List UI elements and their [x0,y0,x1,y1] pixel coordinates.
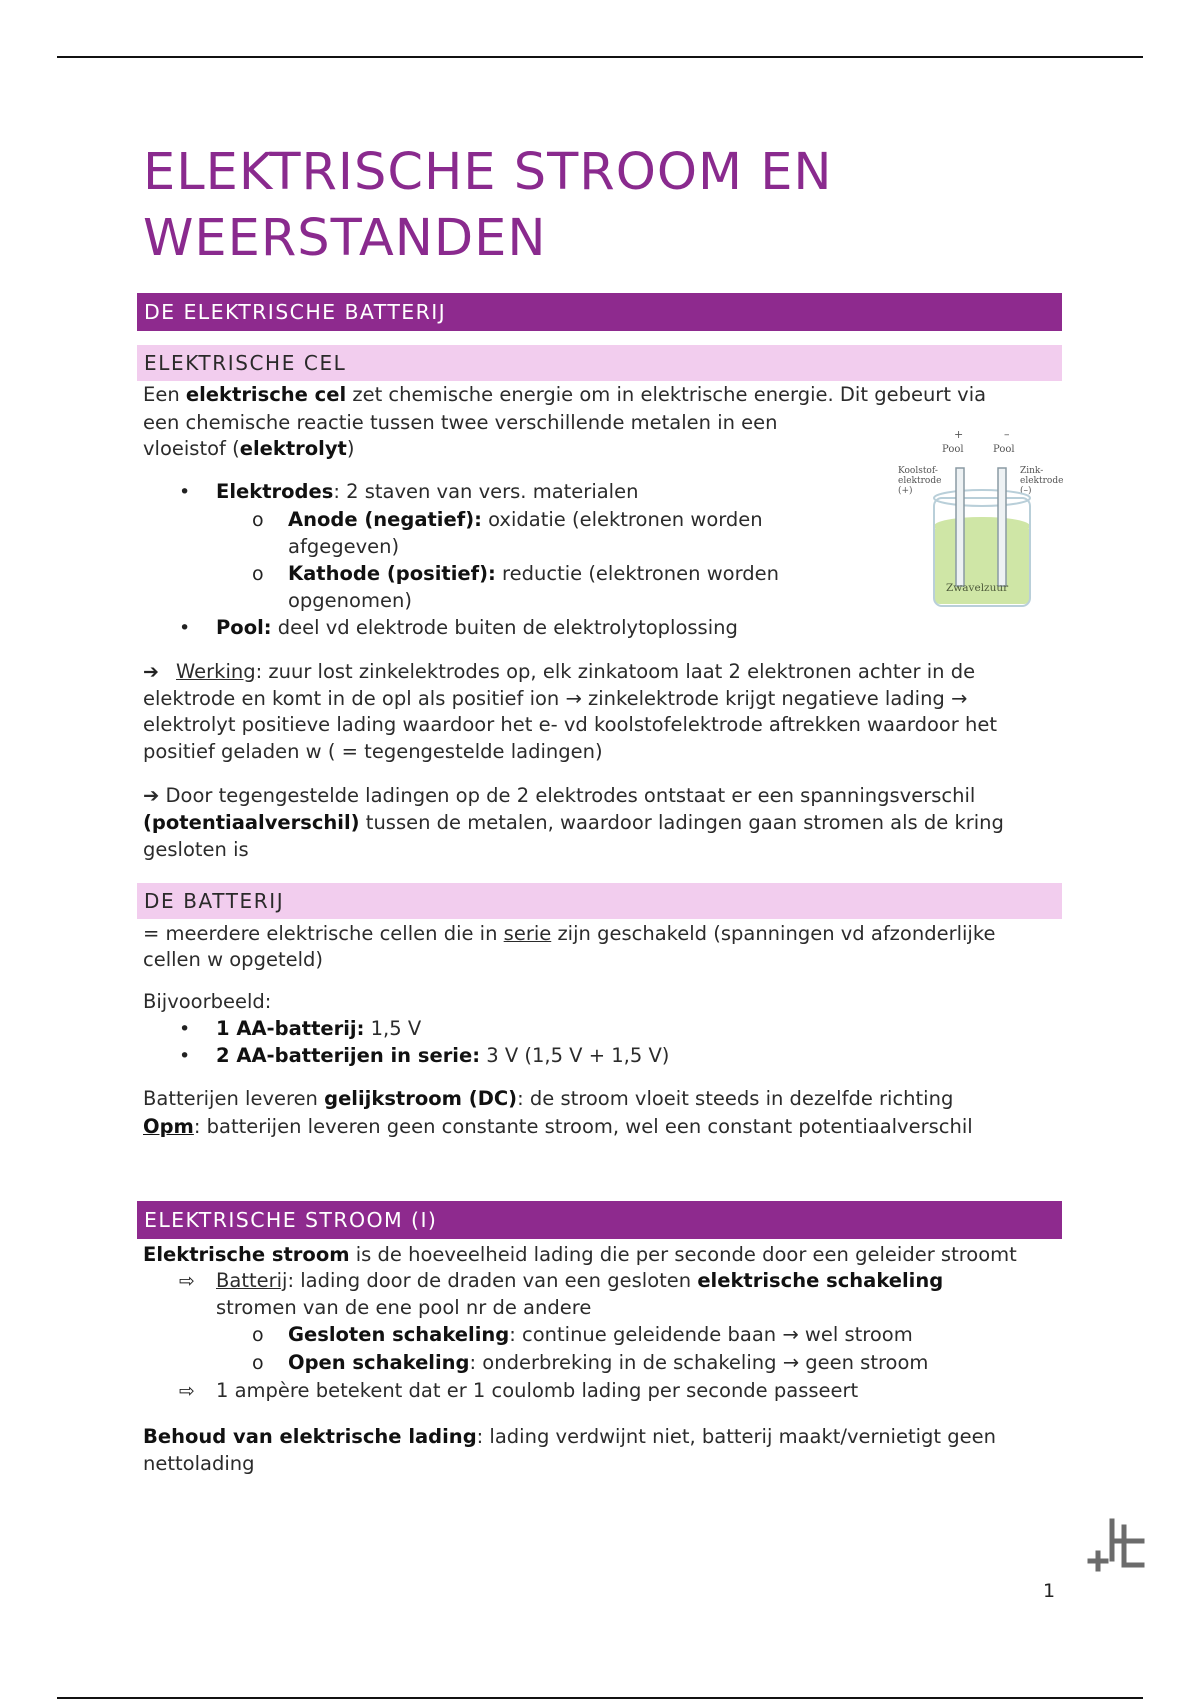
zink-label-1: Zink- [1020,466,1044,476]
title-line-1: ELEKTRISCHE STROOM EN [143,143,833,202]
page-number: 1 [1043,1580,1056,1602]
batterij-definition-line2: cellen w opgeteld) [143,948,323,971]
sub-bullet-marker: o [252,1324,264,1346]
list-item-ampere: 1 ampère betekent dat er 1 coulomb lading per seconde passeert [216,1379,859,1402]
list-item-aa2: 2 AA-batterijen in serie: 3 V (1,5 V + 1,5 V) [216,1044,670,1067]
batterij-definition-line1: = meerdere elektrische cellen die in serie zijn geschakeld (spanningen vd afzonderlijke [143,922,996,945]
list-item-aa1: 1 AA-batterij: 1,5 V [216,1017,422,1040]
electrochemical-cell-figure [890,428,1074,628]
list-item-kathode-cont: opgenomen) [288,589,412,612]
top-rule [57,56,1143,58]
electrolyte-surface [934,517,1030,535]
koolstof-label-1: Koolstof- [898,466,938,476]
cel-paragraph-line2: een chemische reactie tussen twee verschillende metalen in een [143,411,778,434]
minus-sign: – [1004,428,1010,441]
potentiaal-line2: (potentiaalverschil) tussen de metalen, waardoor ladingen gaan stromen als de kring [143,811,1004,834]
page-title [143,140,833,272]
sub-bullet-marker: o [252,563,264,585]
koolstof-label-2: elektrode [898,476,942,486]
arrow-bullet-marker: ⇨ [179,1380,195,1402]
potentiaal-line1: ➔ Door tegengestelde ladingen op de 2 elektrodes ontstaat er een spanningsverschil [143,784,976,807]
subsection-heading-cel: ELEKTRISCHE CEL [137,345,1062,381]
sub-bullet-marker: o [252,1352,264,1374]
behoud-line1: Behoud van elektrische lading: lading verdwijnt niet, batterij maakt/vernietigt geen [143,1425,996,1448]
title-line-2: WEERSTANDEN [143,209,547,268]
arrow-bullet-marker: ⇨ [179,1270,195,1292]
bottom-rule [57,1697,1143,1699]
sub-bullet-marker: o [252,509,264,531]
behoud-line2: nettolading [143,1452,255,1475]
gelijkstroom-line: Batterijen leveren gelijkstroom (DC): de stroom vloeit steeds in dezelfde richting [143,1087,954,1110]
bullet-marker: • [179,1018,191,1040]
cel-paragraph-line1: Een elektrische cel zet chemische energie om in elektrische energie. Dit gebeurt via [143,383,987,406]
list-item-anode: Anode (negatief): oxidatie (elektronen worden [288,508,763,531]
pool-right-label: Pool [993,444,1015,455]
plus-sign: + [954,428,964,441]
bullet-marker: • [179,481,191,503]
werking-line4: positief geladen w ( = tegengestelde ladingen) [143,740,603,763]
list-item-pool: Pool: deel vd elektrode buiten de elektrolytoplossing [216,616,738,639]
list-item-anode-cont: afgegeven) [288,535,400,558]
carbon-electrode [956,468,964,586]
list-item-batterij: Batterij: lading door de draden van een gesloten elektrische schakeling [216,1269,944,1292]
zinc-electrode [998,468,1006,586]
list-item-open: Open schakeling: onderbreking in de schakeling → geen stroom [288,1351,929,1374]
zink-label-2: elektrode [1020,476,1064,486]
zwavelzuur-label: Zwavelzuur [946,582,1009,594]
stroom-definition: Elektrische stroom is de hoeveelheid lading die per seconde door een geleider stroomt [143,1243,1017,1266]
list-item-gesloten: Gesloten schakeling: continue geleidende baan → wel stroom [288,1323,913,1346]
list-item-batterij-cont: stromen van de ene pool nr de andere [216,1296,592,1319]
opm-line: Opm: batterijen leveren geen constante stroom, wel een constant potentiaalverschil [143,1115,973,1138]
potentiaal-line3: gesloten is [143,838,249,861]
pool-left-label: Pool [942,444,964,455]
bullet-marker: • [179,1045,191,1067]
subsection-heading-batterij: DE BATTERIJ [137,883,1062,919]
werking-line2: elektrode en komt in de opl als positief ion → zinkelektrode krijgt negatieve lading → [143,687,968,710]
section-heading-stroom: ELEKTRISCHE STROOM (I) [137,1201,1062,1239]
list-item-elektrodes: Elektrodes: 2 staven van vers. materialen [216,480,639,503]
koolstof-label-3: (+) [898,486,913,496]
cel-paragraph-line3: vloeistof (elektrolyt) [143,437,355,460]
werking-line1: Werking: zuur lost zinkelektrodes op, elk zinkatoom laat 2 elektronen achter in de [176,660,976,683]
zink-label-3: (–) [1020,486,1032,496]
bijvoorbeeld-label: Bijvoorbeeld: [143,990,272,1013]
werking-line3: elektrolyt positieve lading waardoor het e- vd koolstofelektrode aftrekken waardoor het [143,713,998,736]
arrow-marker: ➔ [143,661,159,683]
bullet-marker: • [179,617,191,639]
section-heading-batterij: DE ELEKTRISCHE BATTERIJ [137,293,1062,331]
brand-logo-icon [1086,1515,1146,1575]
list-item-kathode: Kathode (positief): reductie (elektronen worden [288,562,780,585]
